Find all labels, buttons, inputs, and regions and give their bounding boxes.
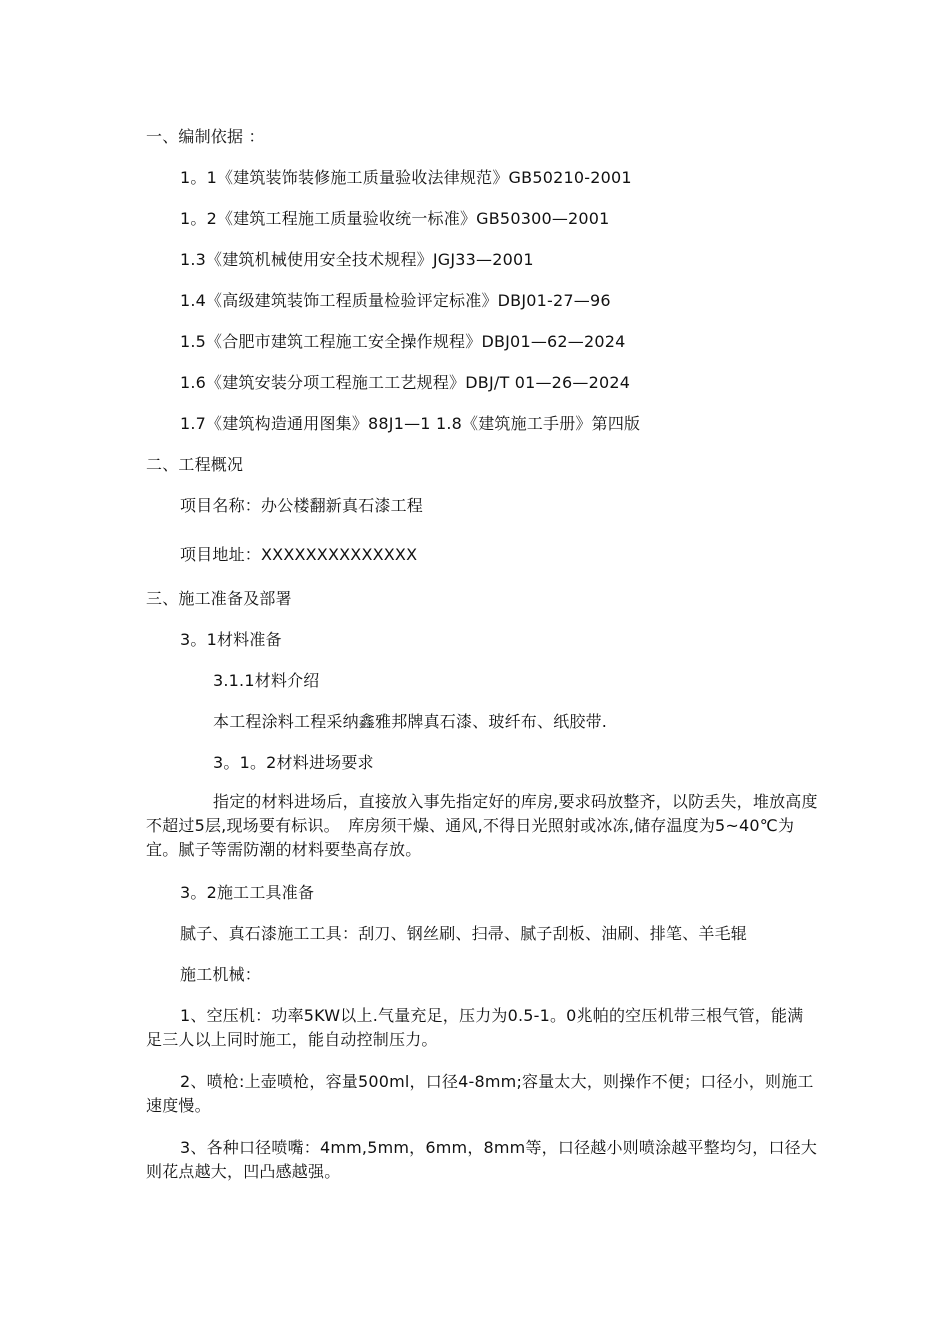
basis-item-3: 1.3《建筑机械使用安全技术规程》JGJ33—2001 [180, 250, 534, 269]
subsection-material-prep: 3。1材料准备 [180, 630, 282, 649]
basis-item-4: 1.4《高级建筑装饰工程质量检验评定标准》DBJ01-27—96 [180, 291, 611, 310]
machinery-item-3: 3、各种口径喷嘴：4mm,5mm，6mm，8mm等，口径越小则喷涂越平整均匀，口径大则花点越大，凹凸感越强。 [146, 1138, 818, 1181]
basis-item-5: 1.5《合肥市建筑工程施工安全操作规程》DBJ01—62—2024 [180, 332, 626, 351]
material-intro-text: 本工程涂料工程采纳鑫雅邦牌真石漆、玻纤布、纸胶带. [213, 712, 608, 731]
machinery-label: 施工机械： [180, 965, 262, 984]
machinery-item-1: 1、空压机：功率5KW以上.气量充足，压力为0.5-1。0兆帕的空压机带三根气管，能满足三人以上同时施工，能自动控制压力。 [146, 1006, 804, 1049]
subsection-tools-prep: 3。2施工工具准备 [180, 883, 315, 902]
subsection-material-entry: 3。1。2材料进场要求 [213, 753, 374, 772]
basis-item-2: 1。2《建筑工程施工质量验收统一标准》GB50300—2001 [180, 209, 610, 228]
section-heading-overview: 二、工程概况 [146, 455, 244, 474]
project-address: 项目地址：XXXXXXXXXXXXXX [180, 545, 418, 564]
tools-text: 腻子、真石漆施工工具：刮刀、钢丝刷、扫帚、腻子刮板、油刷、排笔、羊毛辊 [180, 924, 748, 943]
section-heading-basis: 一、编制依据 ： [146, 127, 265, 146]
basis-item-6: 1.6《建筑安装分项工程施工工艺规程》DBJ/T 01—26—2024 [180, 373, 631, 392]
subsection-material-intro: 3.1.1材料介绍 [213, 671, 320, 690]
machinery-item-2: 2、喷枪:上壶喷枪，容量500ml，口径4-8mm;容量太大，则操作不便；口径小，则施工速度慢。 [146, 1072, 814, 1115]
basis-item-7: 1.7《建筑构造通用图集》88J1—1 1.8《建筑施工手册》第四版 [180, 414, 641, 433]
section-heading-preparation: 三、施工准备及部署 [146, 589, 292, 608]
basis-item-1: 1。1《建筑装饰装修施工质量验收法律规范》GB50210-2001 [180, 168, 632, 187]
project-name: 项目名称：办公楼翻新真石漆工程 [180, 496, 424, 515]
material-entry-text: 指定的材料进场后，直接放入事先指定好的库房,要求码放整齐，以防丢失，堆放高度不超过5层,现场要有标识。 库房须干燥、通风,不得日光照射或冰冻,储存温度为5~40℃为宜。腻子等需防潮的材料要垫高存放。 [146, 792, 818, 859]
